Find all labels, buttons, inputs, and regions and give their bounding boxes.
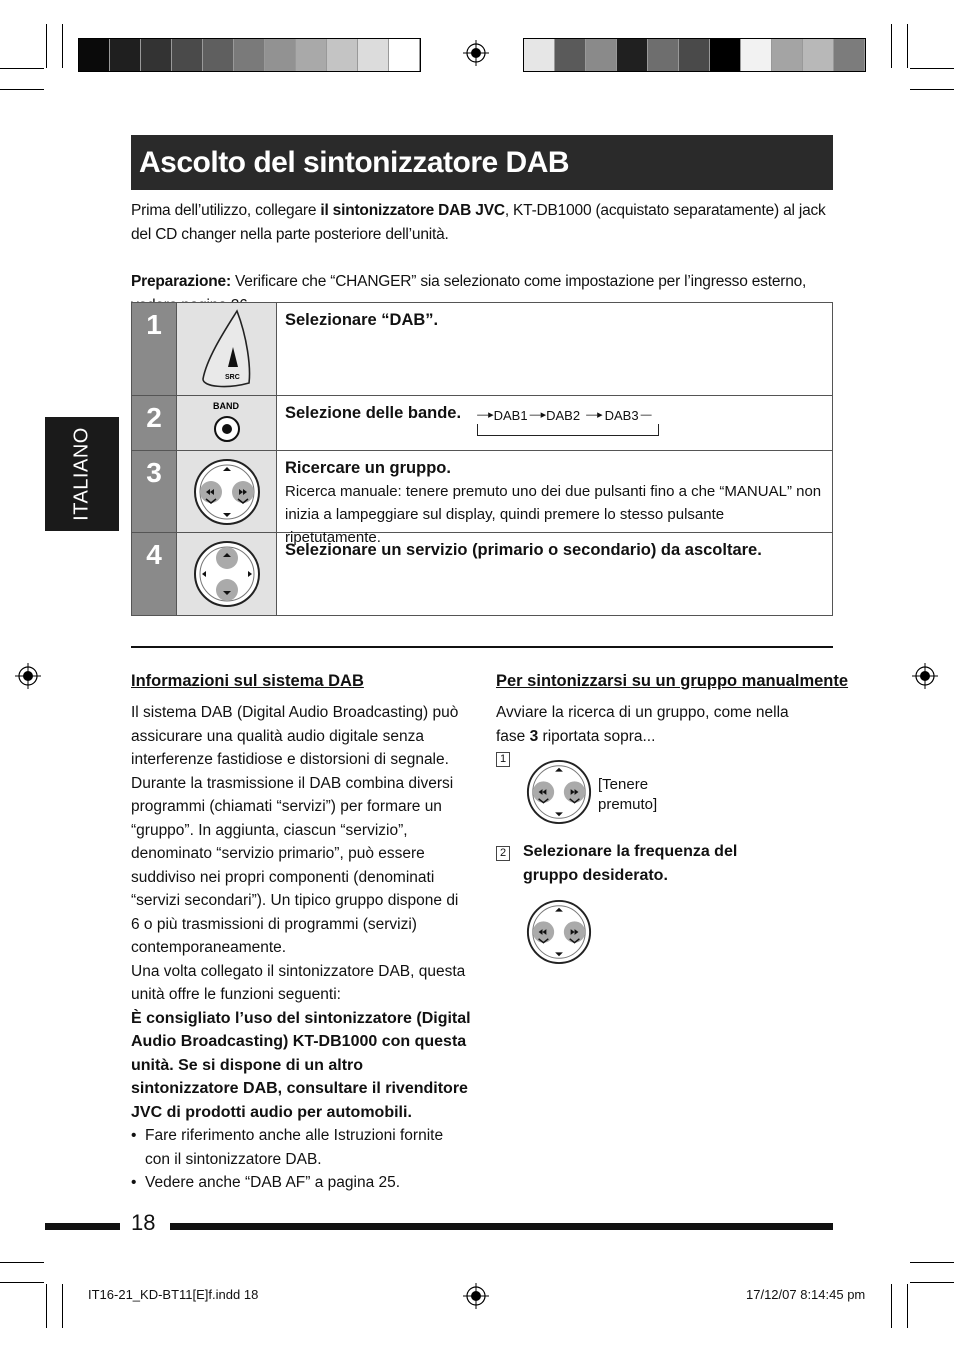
color-swatch-strip-right xyxy=(523,38,866,72)
page-number: 18 xyxy=(131,1210,156,1235)
step-title: Selezionare un servizio (primario o secondario) da ascoltare. xyxy=(285,541,762,559)
color-swatch xyxy=(679,39,710,71)
band-cycle-diagram xyxy=(477,406,659,436)
page-footer-bar-right xyxy=(170,1223,833,1230)
color-swatch xyxy=(327,39,358,71)
page-footer-bar-left xyxy=(45,1223,120,1230)
crop-mark xyxy=(0,1262,44,1263)
color-swatch xyxy=(265,39,296,71)
registration-mark-icon xyxy=(912,663,938,689)
color-swatch xyxy=(234,39,265,71)
manual-step-ref: 3 xyxy=(529,727,539,745)
arrow-right-icon: —▸ xyxy=(477,408,494,421)
manual-intro-text: Avviare la ricerca di un gruppo, come nella fase xyxy=(496,704,789,745)
color-swatch xyxy=(555,39,586,71)
control-dial-left-right-icon xyxy=(177,451,277,532)
manual-intro xyxy=(496,701,796,748)
crop-mark xyxy=(46,24,47,68)
color-swatch xyxy=(141,39,172,71)
color-swatch xyxy=(710,39,741,71)
step-content xyxy=(277,533,832,615)
intro-text: Prima dell’utilizzo, collegare xyxy=(131,202,321,219)
registration-mark-icon xyxy=(463,40,489,66)
step-row xyxy=(132,303,832,396)
manual-heading: Per sintonizzarsi su un gruppo manualmente xyxy=(496,672,849,690)
color-swatch xyxy=(834,39,865,71)
step-content xyxy=(277,303,832,395)
intro-paragraph xyxy=(131,199,833,247)
color-swatch xyxy=(586,39,617,71)
control-dial-left-right-icon xyxy=(525,758,593,826)
preparation-label: Preparazione: xyxy=(131,273,231,290)
step-title: Selezione delle bande. xyxy=(285,404,462,422)
preparation-text: Verificare che “CHANGER” sia selezionato come impostazione per l’ingresso esterno, xyxy=(235,273,807,290)
bullet-text: Fare riferimento anche alle Istruzioni fornite con il sintonizzatore DAB. xyxy=(145,1127,444,1168)
date-slug: 17/12/07 8:14:45 pm xyxy=(746,1287,866,1302)
src-button-icon xyxy=(177,303,277,395)
section-divider xyxy=(131,646,833,648)
crop-mark xyxy=(891,24,892,68)
band-label: DAB3 xyxy=(604,407,639,423)
bullet-dot: • xyxy=(131,1174,137,1191)
band-cycle-row xyxy=(477,406,659,424)
crop-mark xyxy=(907,24,908,68)
info-body xyxy=(131,701,471,1195)
band-label: DAB2 xyxy=(546,407,581,423)
substep-number xyxy=(496,843,510,861)
color-swatch xyxy=(389,39,420,71)
loop-line: — xyxy=(640,408,652,421)
src-icon-label: SRC xyxy=(224,374,240,381)
band-button-icon xyxy=(177,396,277,450)
crop-mark xyxy=(0,89,44,90)
crop-mark xyxy=(910,1262,954,1263)
registration-mark-icon xyxy=(15,663,41,689)
step-number: 3 xyxy=(132,451,177,532)
substep-box: 2 xyxy=(496,846,510,861)
color-swatch xyxy=(79,39,110,71)
crop-mark xyxy=(910,68,954,69)
info-paragraph: Una volta collegato il sintonizzatore DAB, questa unità offre le funzioni seguenti: xyxy=(131,962,466,1003)
color-swatch xyxy=(358,39,389,71)
color-swatch xyxy=(172,39,203,71)
step-row xyxy=(132,533,832,615)
crop-mark xyxy=(910,1282,954,1283)
info-paragraph: Il sistema DAB (Digital Audio Broadcasting) può assicurare una qualità audio digitale senza interferenze fastidiose e distorsioni di segnale. Durante la trasmissione il DAB combina diversi programmi (chiamati “servizi”) per formare un “gruppo”. In aggiunta, ciascun “servizio”, denominato “servizio primario”, può essere suddiviso nei propri componenti (denominati “servizi secondari”). Un tipico gruppo dispone di 6 o più trasmissioni di programmi (servizi) contemporaneamente. xyxy=(131,704,459,956)
bullet-item xyxy=(131,1124,471,1171)
band-icon-label: BAND xyxy=(212,401,239,411)
color-swatch xyxy=(803,39,834,71)
crop-mark xyxy=(62,24,63,68)
color-swatch xyxy=(772,39,803,71)
file-slug: IT16-21_KD-BT11[E]f.indd 18 xyxy=(88,1287,259,1302)
crop-mark xyxy=(0,68,44,69)
intro-text-end: , KT-DB1000 (acquistato separatamente) al jack del CD changer nella parte posteriore dell’unità. xyxy=(131,202,826,243)
step-row xyxy=(132,396,832,451)
language-side-tab xyxy=(45,417,119,531)
info-recommendation: È consigliato l’uso del sintonizzatore (Digital Audio Broadcasting) KT-DB1000 con questa unità. Se si dispone di un altro sintonizzatore DAB, consultare il rivenditore JVC di prodotti audio per automobili. xyxy=(131,1009,471,1121)
step-title: Selezionare “DAB”. xyxy=(285,311,439,329)
color-swatch xyxy=(110,39,141,71)
crop-mark xyxy=(46,1284,47,1328)
step-content xyxy=(277,451,832,546)
manual-intro-text-end: riportata sopra... xyxy=(538,727,656,745)
step-row xyxy=(132,451,832,546)
step-number: 2 xyxy=(132,396,177,450)
step-number: 4 xyxy=(132,533,177,615)
color-swatch xyxy=(524,39,555,71)
arrow-right-icon: —▸ xyxy=(586,408,603,421)
control-dial-up-down-icon xyxy=(177,533,277,615)
color-swatch xyxy=(617,39,648,71)
arrow-right-icon: —▸ xyxy=(529,408,547,421)
bullet-text: Vedere anche “DAB AF” a pagina 25. xyxy=(145,1174,401,1191)
registration-mark-icon xyxy=(463,1283,489,1309)
band-label: DAB1 xyxy=(493,407,528,423)
color-swatch xyxy=(296,39,327,71)
crop-mark xyxy=(907,1284,908,1328)
crop-mark xyxy=(910,89,954,90)
color-swatch xyxy=(648,39,679,71)
color-swatch xyxy=(203,39,234,71)
language-label: ITALIANO xyxy=(70,427,93,521)
step-content xyxy=(277,396,832,450)
bullet-dot: • xyxy=(131,1127,137,1144)
bullet-item xyxy=(131,1171,471,1195)
intro-bold: il sintonizzatore DAB JVC xyxy=(320,202,505,219)
crop-mark xyxy=(0,1282,44,1283)
steps-table xyxy=(131,302,833,616)
color-swatch-strip-left xyxy=(78,38,421,72)
control-dial-left-right-icon xyxy=(525,898,593,966)
substep-number xyxy=(496,749,510,767)
crop-mark xyxy=(62,1284,63,1328)
info-heading: Informazioni sul sistema DAB xyxy=(131,672,364,690)
step-number: 1 xyxy=(132,303,177,395)
color-swatch xyxy=(741,39,772,71)
substep-text: Selezionare la frequenza del gruppo desiderato. xyxy=(523,843,738,884)
step-title: Ricercare un gruppo. xyxy=(285,459,451,477)
substep-box: 1 xyxy=(496,752,510,767)
step-description: Ricerca manuale: tenere premuto uno dei due pulsanti fino a che “MANUAL” non inizia a lampeggiare sul display, quindi premere lo stesso pulsante ripetutamente. xyxy=(285,483,822,546)
page-title: Ascolto del sintonizzatore DAB xyxy=(131,135,833,190)
hold-note: [Tenere premuto] xyxy=(598,776,658,813)
crop-mark xyxy=(891,1284,892,1328)
